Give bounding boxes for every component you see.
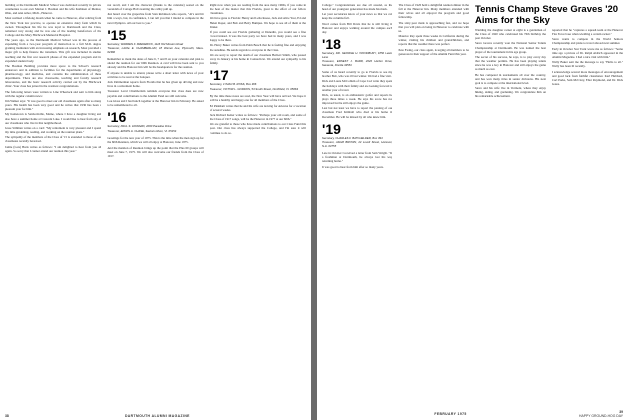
class-secretary: Secretary, WARREN F. FREDERICK, 1116 Old Mission Road [107,41,184,46]
paragraph: Steve and his wife live in Vermont, where they enjoy hiking, skiing, and gardening. We congratulate him on his remarkable achievement. [474,85,546,99]
class-secretary: Secretary, PAUL S. HOWARD, 2000 Paradise Drive [107,124,172,129]
paragraph: Treasurer Laval Chamberlain reminds everyone that class dues are now payable and contributions to the Alumni Fund are still welcome. [107,89,204,98]
class-treasurer: Treasurer, VICTOR L. GORDON, 53 South Street, Northfield, Vt. 05663 [209,86,299,91]
class-year: '19 [322,120,341,137]
paragraph: Jamie (Lars) Buck writes as follows: "I am delighted to hear from you all again. So sorry that I cannot attend our reunion this year." [5,144,102,153]
paragraph: Just heard over the grapevine from Stan Robinson who reports, "Al's and hit him a ways, but, in confidence, I can tell you that I intend to compete in the next Olympics. All our best to you." [107,12,204,25]
paragraph: By the time these notes are read, the New Year will have arrived. We hope it will be a healthy and happy one for all members of the Class. [209,94,306,103]
class-heading-18 [322,37,392,67]
paragraph: Lou Glass and I had lunch together at the Hanover Inn in February. He asked to be remembered to all. [107,98,204,107]
class-treasurer: Treasurer, EDWIN H. CHASE, Saxtons River, Vt. 05154 [107,128,177,133]
class-heading-15 [107,28,203,55]
right-col-3 [475,28,546,99]
paragraph: Jack Zimmerman reports from Florida that he has given up driving and now lives in a retirement home. [107,80,204,89]
paragraph: Ed Pinkham writes that he and his wife are leaving for Arizona for a vacation of several weeks. [209,103,306,112]
paragraph: He has competed in tournaments all over the country, and has won many titles in senior divisions. His next goal is to compete at the international level. [474,72,546,85]
class-year: '18 [322,36,341,53]
class-heading-16 [107,110,203,133]
paragraph: The following letters were written to Line Wheelock and sent to him along with the regular column news: [5,89,102,98]
paragraph: Remember to mark the dates of June 6, 7 and 8 on your calendar and plan to attend the reunion for our 60th Reunion. A card will have been sent to you already and the Hanover Inn will be the headquarters for the reunion. [107,57,204,70]
paragraph: College." Congratulations are due all around, as the head of our youngster generation has made his mark. [322,3,393,12]
paragraph: Right now when you are reading from the area many 1960s, if you come in the heat of the matter that this Florida, great is the effort of our fellow classmates. [209,3,306,16]
paragraph: Dick and Laura McCollum of Cape Cod write they spent the holidays with their family and are looking forward to another year of travel. [322,79,393,92]
class-treasurer: Treasurer, ERNEST J. BARR, 2020 Harbor Drive, Sarasota, Florida 33581 [322,59,393,67]
paragraph: Some of us heard recently to go to Florida to see my brother Bob, who was ill last winter. We had a fine visit. [322,70,393,79]
paragraph: Jack Richard Keiter writes as follows: "Perhaps your old room, and some of the Class of 1917 songs, will be the Hanover in 1977 at our 60th." [209,113,306,122]
paragraph: Word comes from Bill Davis that he is still living in Hanover and enjoys walking around the campus each day. [322,21,393,34]
class-heading-17 [210,68,306,91]
paragraph: And the mention of Reunion brings up the point that the Plus 60 groups will meet on June 7, 1975. We will also welcome our friends from the Class of 1917. [107,145,204,158]
paragraph: We are sorry to report the death of our classmate Herbert Smith, who passed away in January at his home in Connecticut. We extend our sympathy to his family. [209,52,306,65]
right-article [475,3,623,408]
paragraph: My hometown is Sanbornville, Maine, where I have a daughter living and also have a summer home at Crescent Lake. I would like to hear from any of our classmates who live in that neighborhood. [5,112,102,125]
left-page [0,0,311,420]
paragraph: Jim Walker says: "It was good to meet our old classmates again after so many years. His health has been very good and he writes that 1936 has been a pleasant year for him." [5,99,102,112]
paragraph: The sympathy of the members of the Class of '15 is extended to those of our classmates recently bereaved. [5,135,102,144]
class-treasurer: Treasurer, ADAM BROWN, 24 Lovell Street, Hanover, N.H. 03755 [322,140,393,148]
issue-date: FEBRUARY 1975 [434,412,467,416]
left-col-2 [107,3,203,408]
class-secretary: Secretary, CHARLES F. BATCHELDER, Box 393 [322,135,383,140]
magazine-title: DARTMOUTH ALUMNI MAGAZINE [124,414,190,418]
paragraph: Maurice Ray spent three weeks in California during the winter, visiting his children and grandchildren, and reports that the weather there was perfect. [398,34,469,47]
paragraph: reported that he "captures a squash team at the Hanover Fire Force base when wielding a certain racket." [551,28,623,37]
paragraph: Wally Baker sent me the message to say "Hello to all." Wally has been ill recently. [551,60,623,69]
page-number: 38 [5,414,9,418]
paragraph: The years ago, as the Dartmouth Medical School was in the process of expanding from a two-year program of instruction to a full M.D. degree granting institution with an increasing emphasis on research, Most provided a major gift to help finance the transition. This gift was included in studies teaching and the first rest research phases of the expanded program and its expanded student body. [5,38,102,63]
class-secretary: Secretary, LYMAN B. ROSS, Box 366 [209,82,257,87]
paragraph: Greetings for the new year of 1975. This is the time when the men sign up for the 60th Reunion, which we will all enjoy at Hanover, June 1975. [107,136,204,145]
footer-label: HAPPY GROUND-HOG DAY [579,414,623,418]
left-col-1 [5,3,101,408]
class-year: '16 [107,109,127,126]
article-headline: Tennis Champ Steve Graves '20 Aims for the Sky [474,4,619,26]
paragraph: Let your secretaries know of your news so that we can keep the columns full. [322,12,393,21]
class-secretary: Secretary, DR. GEORGE H. WOODBURY, 1850 Lewis Lane [322,51,393,59]
class-year: '15 [107,26,127,43]
paragraph: Early in October Star Trent wrote me as follows: "Some time ago a picture of Dr. Ralph Aldrich appeared in the Alumni Magazine. I had a nice visit with him." [551,46,623,59]
paragraph: If you could see our Florida gathering at Dunedin, you would see a fine crowd indeed. It was the best party we have had in many years, and I was happy to be there. [209,29,306,43]
right-col-2 [398,3,468,408]
paragraph: Pete Ewing, our class agent, is urging all members to be generous in their support of the Alumni Fund this year. [398,47,469,56]
paragraph: building at the Dartmouth Medical School was dedicated recently in private ceremonies to our own Marion J. Bosman and his wife Kathleen of Mentor, Ohio, and Ann Arbor, Mich., Hanover. [5,3,102,16]
paragraph: The Class of 1920 held a delightful reunion dinner in the fall at the Hanover Inn. Many members attended with their wives and all enjoyed the program and good fellowship. [398,3,469,20]
paragraph: Dick, as usual, is an enthusiastic golfer and reports he plays three times a week. He says his score has not improved but he still enjoys the game. [322,92,393,106]
right-page [317,0,628,420]
paragraph: I acknowledge several more messages of encouragement and good luck from faithful classmates: Karl Hubbard, Carl Parks, Sam McClary, Eliot Raymond, and Dr. Dick Gates. [551,69,623,86]
paragraph: The sixty-year mark is approaching fast, and we hope that you will plan on being in Hanover to celebrate with us. [398,20,469,33]
right-footer [322,410,623,418]
right-col-4 [552,28,623,99]
paragraph: Last but not least we have to report the passing of our classmate Fred Kimball who died at his home in December. He will be missed by all who knew him. [322,106,393,119]
class-year: '17 [209,67,229,84]
class-treasurer: Treasurer, LAVAL E. CHAMBERLAIN, 18 Warren Ave, Plymouth, Mass. 02360 [107,46,204,54]
paragraph: The Bosman Building provides more space to the School's research endeavors and in addition to facilities for the departments of physiology, pharmacology, and medicine, and contains the administration of these departments. There are also classrooms, teaching and faculty research laboratories, and the basic research activity carried out by the Hitchcock clinic. Your class has joined in the warmest congratulations. [5,63,102,89]
right-col-1 [322,3,392,408]
left-footer [5,414,306,418]
class-heading-19 [322,122,392,149]
paragraph: Wielding the daughter racket at eight is a gentleman of the Class of 1920 who celebrated his 76th birthday the past October. [474,28,546,41]
paragraph: Jesse Stillman writes on a card: "My retirement is very pleasant and I spend my time gardening, reading, and working on the reunion plans." [5,125,102,135]
paragraph: If anyone is unable to attend, please write a short letter with news of your activities to be read at the banquet. [107,70,204,79]
left-col-3 [210,3,306,408]
paragraph: It was good to hear from him after so many years. [322,164,384,169]
paragraph: We are grateful to those who have made contributions to our Class Fund this year. Our class has always supported the College, and I'm sure it will continue to do so. [209,122,306,135]
paragraph: Steve wants to compete in the World Seniors Championship and plans to travel abroad next summer. [551,37,623,46]
paragraph: Dr. Harry Baker writes from Palm Beach that he is feeling fine and enjoying the sunshine. He sends regards to everyone in the Class. [209,43,306,52]
paragraph: The secret of his success, he says, is to play every day that the weather permits. He has been playing tennis since he was a boy in Hanover and still enjoys the game as much as ever. [474,54,546,72]
paragraph: Late in October I received a letter from Sam Wright. "In a freshman at Dartmouth, he always lost his way returning home." [322,151,393,164]
page-number: 39 [619,410,623,414]
paragraph: Steve Graves recently won the National Senior Tennis Championship at Dartmouth. He was named the best player of the tournament in his age group. [474,41,546,54]
paragraph: We have gone to Florida: Henry and Lelia Reese, Jack and Alice Yost, Ed and Helen Roper, and Bob and Betty Bumpus. We hope to see all of them at the dinner. [209,16,306,29]
paragraph: Most realized a lifelong dream when he came to Hanover, after retiring from the New York law practice, to operate an extensive dairy farm which he owned. Throughout his life he was loyal to Dartmouth and the Class, remained very strong and he was one of the leading benefactors of the College and the Mary Hitchcock Memorial Hospital. [5,16,102,37]
paragraph: not recall, and I am the character (thanks to the calendar) seated on the verandah of Cottage Hall awaiting the cabby pull up. [107,3,204,12]
